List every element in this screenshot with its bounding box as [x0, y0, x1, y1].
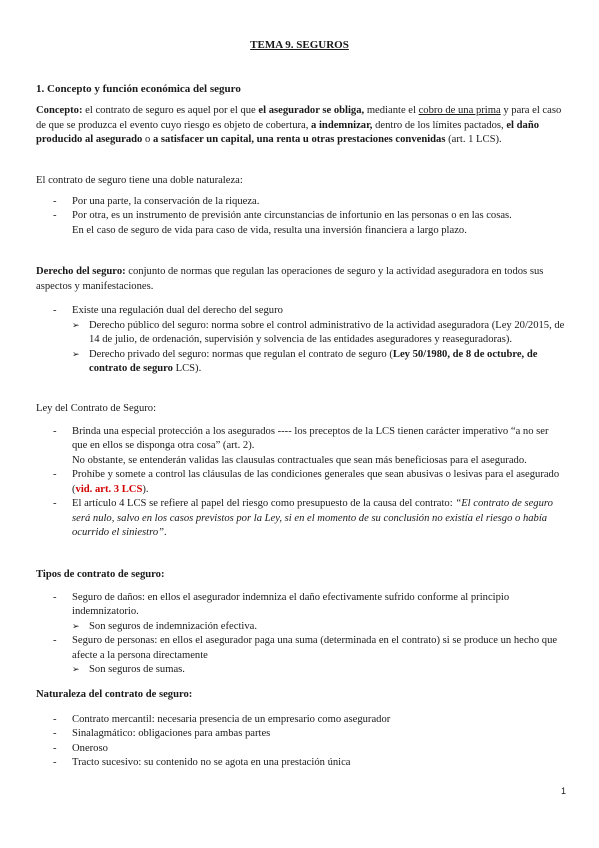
- naturaleza-block: [36, 688, 565, 771]
- doble-intro: El contrato de seguro tiene una doble naturaleza:: [36, 175, 243, 186]
- page-title: TEMA 9. SEGUROS: [250, 39, 349, 51]
- lcs-item-3-end: .: [164, 527, 167, 538]
- concepto-text-4: dentro de los límites pactados,: [372, 119, 507, 131]
- derecho-block: [36, 265, 565, 377]
- naturaleza-heading: Naturaleza del contrato de seguro:: [36, 689, 193, 700]
- lcs-item-2-ref: vid. art. 3 LCS: [75, 483, 143, 495]
- derecho-sublist: [72, 319, 565, 377]
- list-item: - Sinalagmático: obligaciones para ambas partes: [36, 727, 565, 742]
- derecho-item: Existe una regulación dual del derecho del seguro: [72, 305, 283, 316]
- list-item: [36, 304, 565, 377]
- naturaleza-list: [36, 713, 565, 771]
- doble-extra: En el caso de seguro de vida para caso de vida, resulta una inversión financiera a largo plazo.: [72, 224, 467, 236]
- concepto-bold-3: el daño producido al asegurado: [36, 119, 540, 145]
- concepto-bold-2: a indemnizar,: [311, 119, 373, 131]
- doble-naturaleza-block: [36, 174, 565, 238]
- tipos-item-2: Seguro de personas: en ellos el asegurador paga una suma (determinada en el contrato) si se produce un hecho que afecte a la persona directamente: [72, 635, 558, 661]
- list-item: [36, 634, 565, 678]
- tipos-sublist-2: [72, 663, 565, 678]
- tipos-list: [36, 591, 565, 678]
- lcs-block: [36, 402, 565, 541]
- lcs-item-1: Brinda una especial protección a los asegurados ---- los preceptos de la LCS tienen carácter imperativo “a no ser que en ellos se disponga otra cosa” (art. 2).: [72, 425, 549, 451]
- list-item: - Contrato mercantil: necesaria presencia de un empresario como asegurador: [36, 713, 565, 728]
- derecho-privado-item: [72, 348, 565, 377]
- concepto-text-3: y para el caso de que se produzca el evento cuyo riesgo es objeto de cobertura,: [36, 105, 562, 131]
- tipos-sub-2: ➢ Son seguros de sumas.: [72, 663, 565, 678]
- list-item: - Tracto sucesivo: su contenido no se agota en una prestación única: [36, 756, 565, 771]
- derecho-text: conjunto de normas que regulan las operaciones de seguro y la actividad aseguradora en todos sus aspectos y manifestaciones.: [36, 266, 544, 292]
- concepto-underline: cobro de una prima: [418, 105, 501, 116]
- list-item: [36, 468, 565, 497]
- derecho-publico-item: ➢ Derecho público del seguro: norma sobre el control administrativo de la actividad aseguradora (Ley 20/2015, de 14 de julio, de ordenación, supervisión y solvencia de las entidades aseguradores y reaseguradoras).: [72, 319, 565, 348]
- list-item: - Oneroso: [36, 742, 565, 757]
- page-number: 1: [560, 785, 566, 796]
- lcs-item-2-end: ).: [142, 483, 149, 495]
- list-item: - Por otra, es un instrumento de previsión ante circunstancias de infortunio en las personas o en las cosas.: [36, 209, 565, 224]
- concepto-text-1: el contrato de seguro es aquel por el que: [82, 105, 259, 116]
- list-item: [36, 425, 565, 469]
- derecho-list: [36, 304, 565, 377]
- derecho-label: Derecho del seguro:: [36, 266, 126, 277]
- doble-list: [36, 195, 565, 224]
- list-item: [36, 497, 565, 541]
- tipos-item-1: Seguro de daños: en ellos el asegurador indemniza el daño efectivamente sufrido conforme al principio indemnizatorio.: [72, 591, 510, 617]
- list-item: - Por una parte, la conservación de la riqueza.: [36, 195, 565, 210]
- tipos-sub-1: ➢ Son seguros de indemnización efectiva.: [72, 620, 565, 635]
- lcs-item-2-text: Prohíbe y somete a control las cláusulas de las condiciones generales que sean abusivas o lesivas para el asegurado (: [72, 469, 560, 495]
- lcs-item-1-extra: No obstante, se entenderán validas las clausulas contractuales que sean más beneficiosas para el asegurado.: [72, 454, 527, 466]
- lcs-item-3-text: El artículo 4 LCS se refiere al papel del riesgo como presupuesto de la causa del contrato:: [72, 498, 456, 509]
- lcs-list: [36, 425, 565, 541]
- concepto-text-6: (art. 1 LCS).: [445, 134, 502, 145]
- list-item: [36, 591, 565, 635]
- section-heading: 1. Concepto y función económica del seguro: [36, 83, 241, 95]
- concepto-bold-4: a satisfacer un capital, una renta u otras prestaciones convenidas: [152, 134, 446, 145]
- concepto-bold-1: el asegurador se obliga,: [258, 105, 365, 116]
- derecho-privado-text: Derecho privado del seguro: normas que regulan el contrato de seguro (: [89, 348, 393, 360]
- lcs-intro: Ley del Contrato de Seguro:: [36, 403, 157, 414]
- lcs-item-3-quote: “El contrato de seguro será nulo, salvo en los casos previstos por la Ley, si en el momento de su conclusión no existía el riesgo o había ocurrido el siniestro”: [72, 498, 553, 538]
- concepto-paragraph: [36, 104, 565, 148]
- tipos-sublist-1: [72, 620, 565, 635]
- concepto-label: Concepto:: [36, 105, 83, 116]
- tipos-block: [36, 568, 565, 678]
- derecho-privado-law: Ley 50/1980, de 8 de octubre, de contrato de seguro: [89, 348, 538, 374]
- concepto-text-5: o: [142, 134, 153, 145]
- concepto-text-2: mediante el: [364, 105, 419, 116]
- derecho-privado-end: LCS).: [172, 363, 202, 374]
- tipos-heading: Tipos de contrato de seguro:: [36, 569, 165, 580]
